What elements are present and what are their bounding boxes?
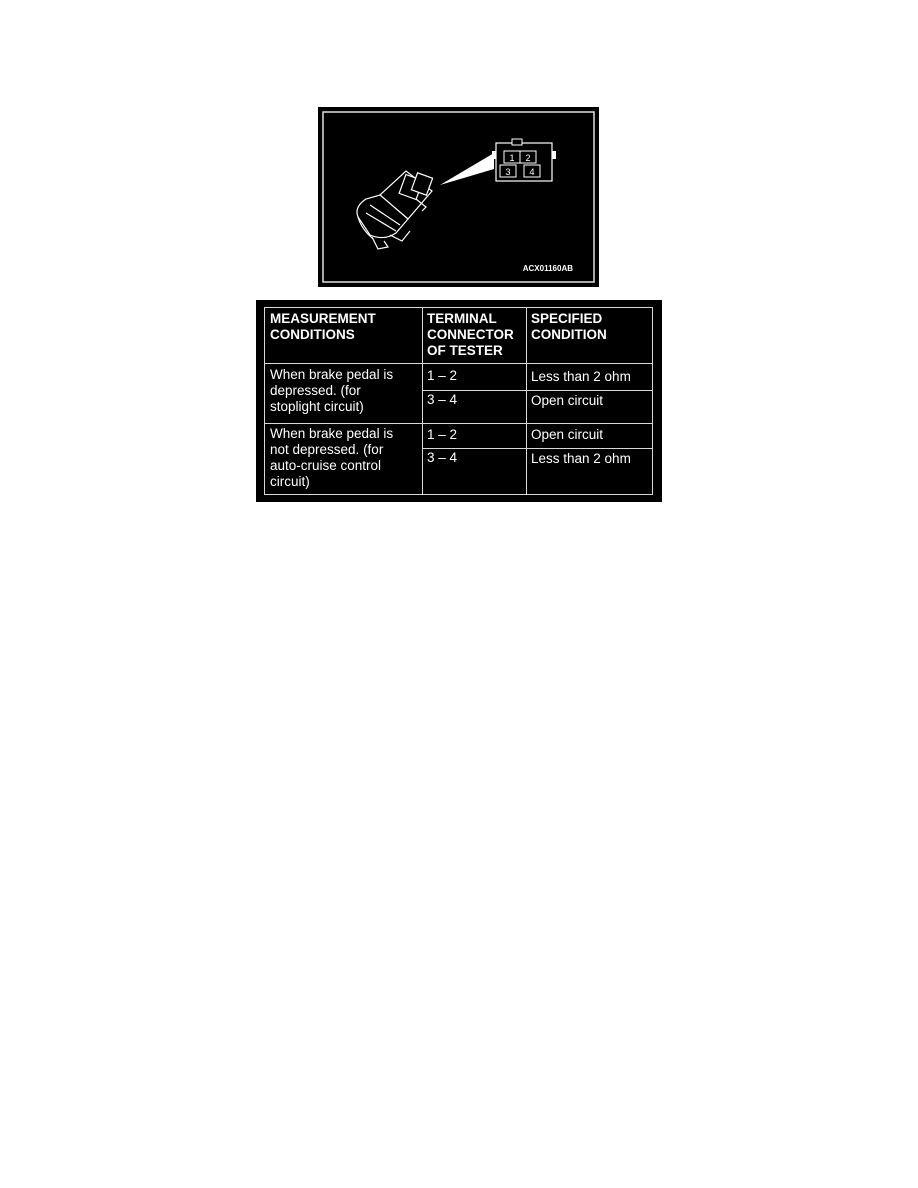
connector-face-diagram	[492, 139, 556, 181]
terminal-3-label: 3	[505, 167, 511, 177]
header-specified-condition: SPECIFIED CONDITION	[531, 311, 607, 342]
header-terminal-connector: TERMINAL CONNECTOR OF TESTER	[427, 311, 514, 358]
spec-cell: Less than 2 ohm	[531, 451, 631, 466]
column-divider	[422, 308, 423, 494]
switch-body	[357, 171, 433, 249]
spec-cell: Open circuit	[531, 427, 604, 442]
terminal-cell: 3 – 4	[427, 450, 458, 465]
callout-pointer	[440, 153, 494, 185]
condition-pedal-not-depressed: When brake pedal is not depressed. (for auto-cruise control circuit)	[270, 426, 394, 489]
row-divider	[422, 448, 652, 449]
figure-frame	[323, 112, 594, 282]
condition-pedal-depressed: When brake pedal is depressed. (for stoplight circuit)	[270, 367, 394, 414]
table-grid	[264, 307, 653, 495]
figure-code: ACX01160AB	[522, 264, 573, 273]
row-divider	[422, 390, 652, 391]
spec-cell: Less than 2 ohm	[531, 369, 631, 384]
terminal-cell: 3 – 4	[427, 392, 458, 407]
header-measurement-conditions: MEASUREMENT CONDITIONS	[270, 311, 376, 342]
column-divider	[526, 308, 527, 494]
spec-cell: Open circuit	[531, 393, 604, 408]
stoplight-switch-drawing	[318, 107, 599, 287]
terminal-4-label: 4	[529, 167, 535, 177]
specification-table	[256, 300, 662, 502]
terminal-cell: 1 – 2	[427, 427, 458, 442]
terminal-2-label: 2	[525, 153, 531, 163]
row-divider	[265, 363, 652, 364]
switch-illustration	[318, 107, 599, 287]
terminal-cell: 1 – 2	[427, 368, 458, 383]
row-divider	[265, 423, 652, 424]
terminal-1-label: 1	[509, 153, 515, 163]
